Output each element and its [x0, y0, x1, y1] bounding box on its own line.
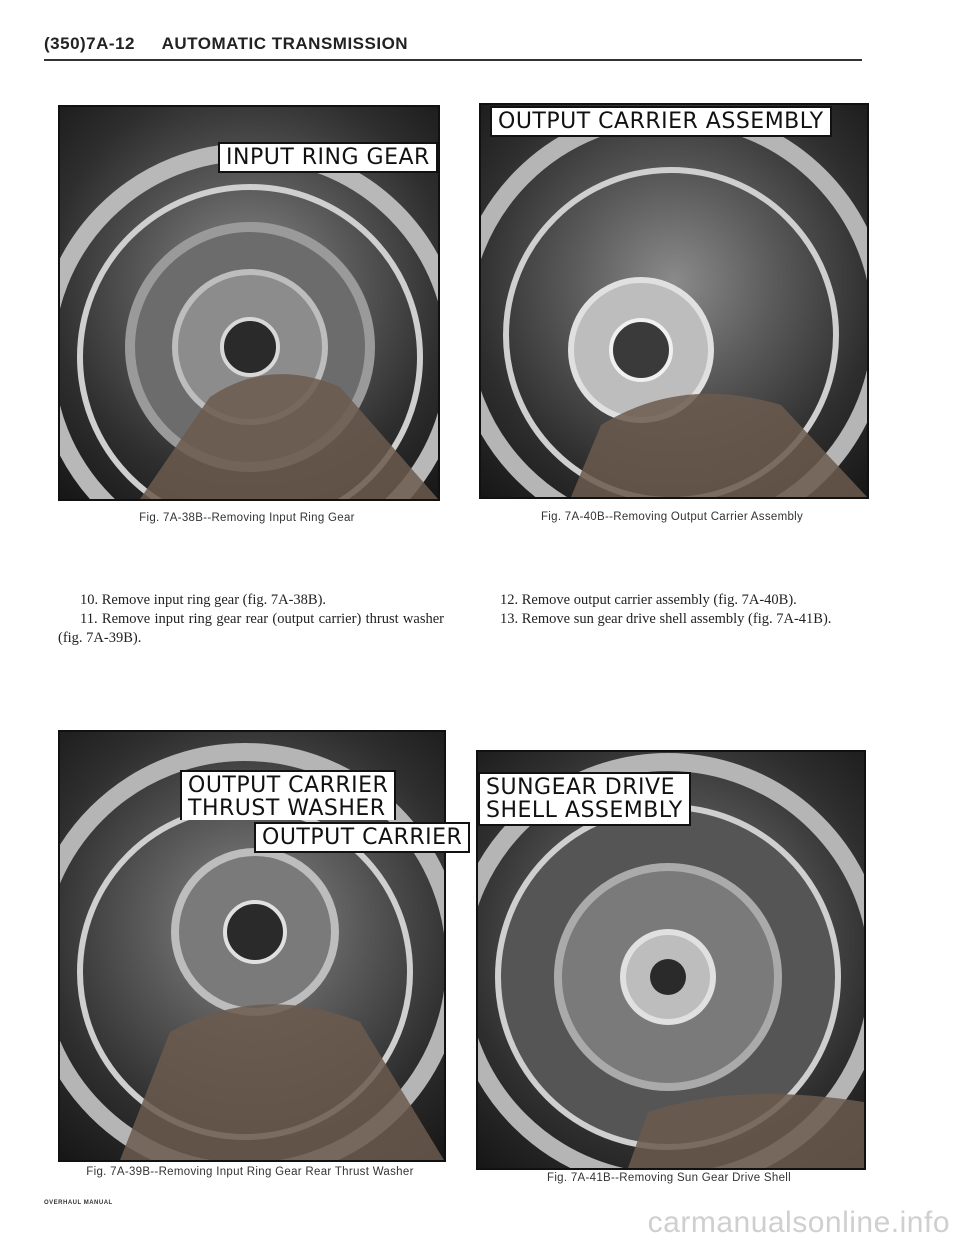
page-header [44, 34, 408, 54]
callout-line-1: OUTPUT CARRIER [188, 773, 389, 798]
steps-right [478, 591, 864, 629]
callout-output-carrier-thrust-washer [180, 770, 396, 820]
header-rule [44, 59, 862, 61]
callout-line-2: THRUST WASHER [188, 796, 386, 822]
steps-left [58, 591, 444, 648]
callout-sun-gear-drive-shell [478, 772, 691, 826]
photo-output-carrier-assembly [479, 103, 869, 499]
figure-caption: Fig. 7A-39B--Removing Input Ring Gear Rear Thrust Washer [86, 1166, 414, 1178]
callout-line-1: SUNGEAR DRIVE [486, 775, 675, 800]
figure-caption: Fig. 7A-38B--Removing Input Ring Gear [139, 512, 355, 524]
callout-input-ring-gear: INPUT RING GEAR [218, 142, 438, 173]
callout-output-carrier-assembly: OUTPUT CARRIER ASSEMBLY [490, 106, 832, 137]
page-title: AUTOMATIC TRANSMISSION [161, 34, 409, 53]
watermark: carmanualsonline.info [647, 1206, 950, 1239]
callout-output-carrier: OUTPUT CARRIER [254, 822, 470, 853]
callout-line-2: SHELL ASSEMBLY [486, 798, 683, 824]
section-number: (350)7A-12 [44, 34, 135, 53]
footer-label: OVERHAUL MANUAL [44, 1200, 113, 1206]
step-10: 10. Remove input ring gear (fig. 7A-38B). [80, 592, 327, 608]
step-12: 12. Remove output carrier assembly (fig. 7A-40B). [500, 592, 797, 608]
figure-caption: Fig. 7A-41B--Removing Sun Gear Drive Shell [547, 1172, 791, 1184]
figure-caption: Fig. 7A-40B--Removing Output Carrier Assembly [540, 511, 804, 523]
step-11: 11. Remove input ring gear rear (output carrier) thrust washer (fig. 7A-39B). [58, 611, 444, 646]
step-13: 13. Remove sun gear drive shell assembly (fig. 7A-41B). [500, 611, 832, 627]
photo-illustration [481, 105, 867, 497]
